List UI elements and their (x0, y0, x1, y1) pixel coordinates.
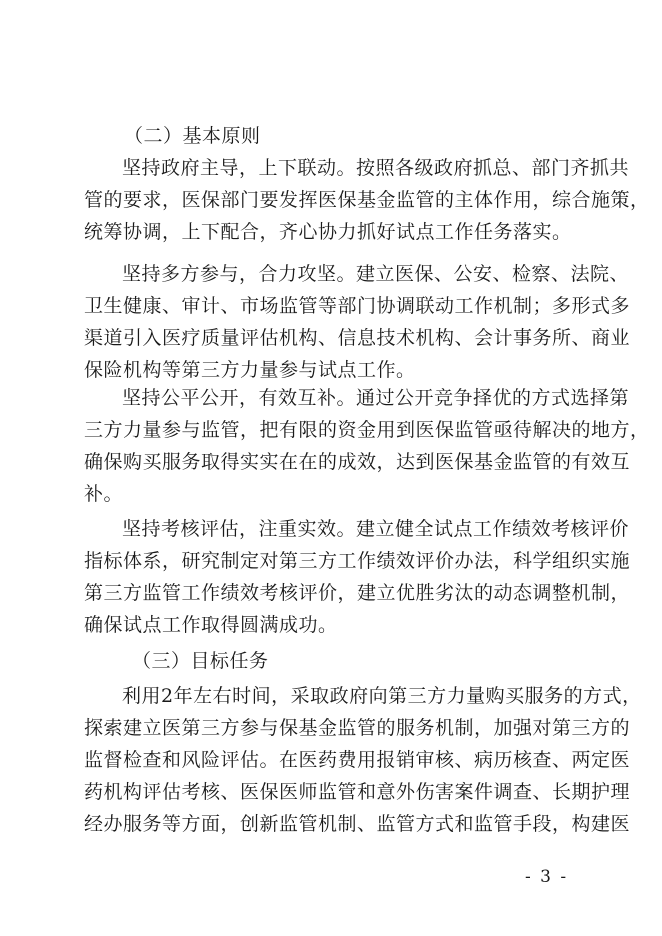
paragraph-line: 指标体系，研究制定对第三方工作绩效评价办法，科学组织实施 (84, 550, 631, 572)
paragraph-line: 监督检查和风险评估。在医药费用报销审核、病历核查、两定医 (84, 749, 631, 771)
paragraph-line: 保险机构等第三方力量参与试点工作。 (84, 359, 416, 381)
paragraph-line: 确保试点工作取得圆满成功。 (84, 614, 338, 636)
paragraph-line: 坚持多方参与，合力攻坚。建立医保、公安、检察、法院、 (122, 263, 630, 285)
section-heading-goals-tasks: （三）目标任务 (132, 650, 269, 672)
paragraph-line: 坚持政府主导，上下联动。按照各级政府抓总、部门齐抓共 (122, 157, 630, 179)
paragraph-line: 药机构评估考核、医保医师监管和意外伤害案件调查、长期护理 (84, 781, 631, 803)
paragraph-line: 探索建立医第三方参与保基金监管的服务机制，加强对第三方的 (84, 717, 631, 739)
paragraph-line: 管的要求，医保部门要发挥医保基金监管的主体作用，综合施策， (84, 189, 650, 211)
paragraph-line: 统筹协调，上下配合，齐心协力抓好试点工作任务落实。 (84, 221, 572, 243)
paragraph-line: 卫生健康、审计、市场监管等部门协调联动工作机制；多形式多 (84, 295, 631, 317)
paragraph-line: 渠道引入医疗质量评估机构、信息技术机构、会计事务所、商业 (84, 327, 631, 349)
paragraph-line: 三方力量参与监管，把有限的资金用到医保监管亟待解决的地方， (84, 419, 650, 441)
paragraph-line: 补。 (84, 483, 124, 505)
paragraph-line: 利用2年左右时间，采取政府向第三方力量购买服务的方式， (122, 685, 642, 707)
paragraph-line: 确保购买服务取得实实在在的成效，达到医保基金监管的有效互 (84, 451, 631, 473)
paragraph-line: 经办服务等方面，创新监管机制、监管方式和监管手段，构建医 (84, 813, 631, 835)
section-heading-basic-principles: （二）基本原则 (124, 125, 261, 147)
paragraph-line: 第三方监管工作绩效考核评价，建立优胜劣汰的动态调整机制， (84, 582, 631, 604)
page-number: - 3 - (525, 867, 569, 887)
paragraph-line: 坚持考核评估，注重实效。建立健全试点工作绩效考核评价 (122, 518, 630, 540)
paragraph-line: 坚持公平公开，有效互补。通过公开竞争择优的方式选择第 (122, 387, 630, 409)
